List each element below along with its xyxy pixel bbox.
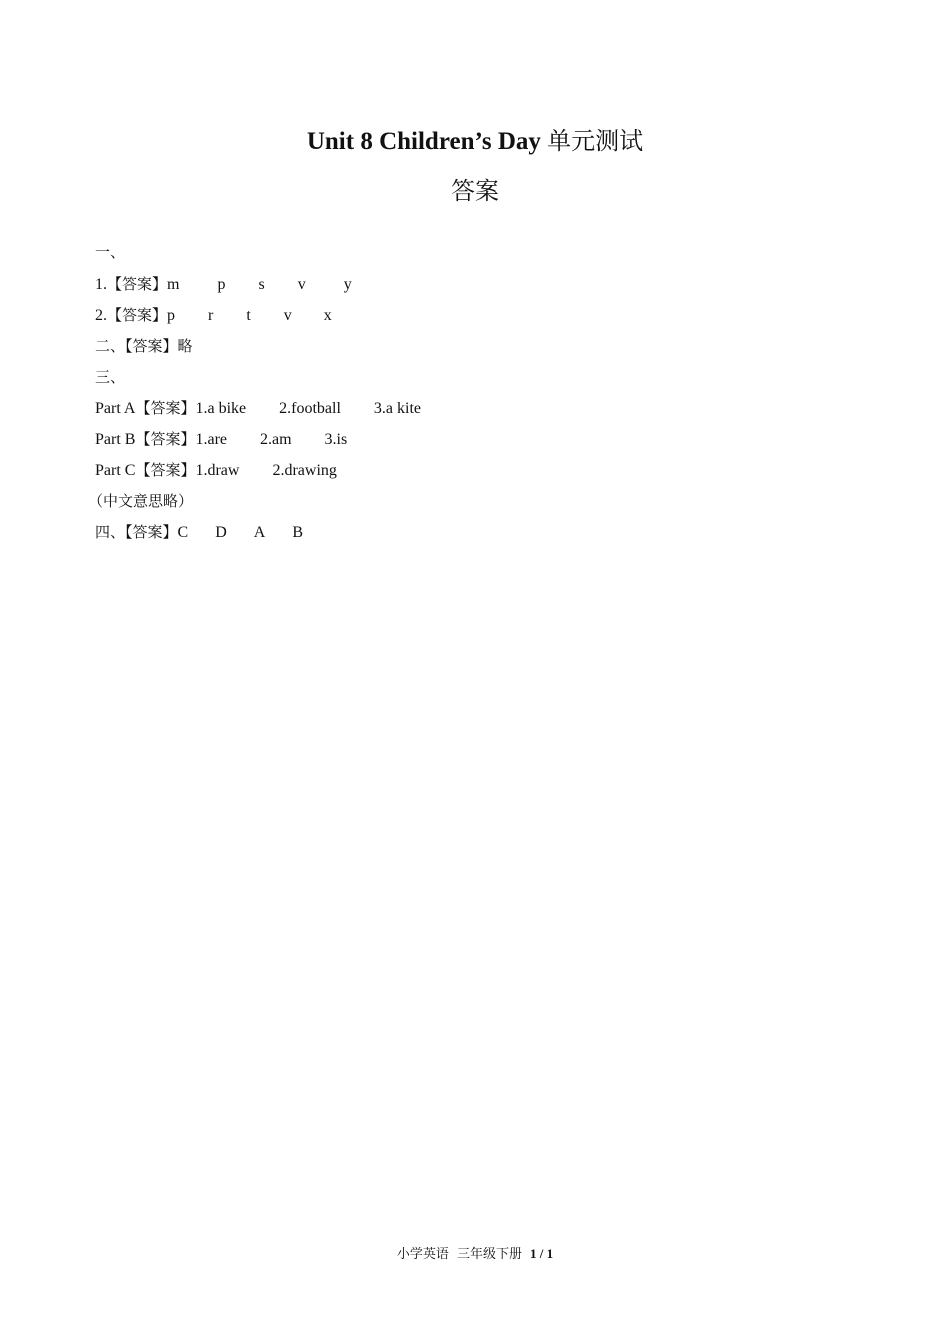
answer-item: v — [283, 307, 292, 324]
answer-item: m — [167, 276, 180, 293]
part-c-answers: Part C【答案】1.draw 2.drawing — [95, 461, 337, 479]
document-subtitle: 答案 — [451, 177, 499, 205]
part-c-note: （中文意思略） — [88, 492, 194, 510]
section-3-heading: 三、 — [95, 368, 126, 386]
answer-item: B — [292, 524, 303, 541]
footer-subject: 小学英语 — [396, 1247, 449, 1262]
section-1-question-2: 2.【答案】p r t v x — [95, 306, 332, 324]
title-cjk: 单元测试 — [547, 127, 644, 155]
title-latin: Unit 8 Children’s Day — [306, 128, 548, 155]
answer-item: r — [208, 307, 214, 324]
answer-item: D — [215, 524, 227, 541]
answer-item: 3.a kite — [373, 400, 421, 417]
answer-item: 3.is — [324, 431, 348, 448]
answer-item: 1.are — [195, 431, 227, 448]
answer-item: y — [343, 276, 352, 293]
part-a-answers: Part A【答案】1.a bike 2.football 3.a kite — [95, 399, 421, 417]
answer-item: t — [246, 307, 251, 324]
part-b-answers: Part B【答案】1.are 2.am 3.is — [95, 430, 348, 448]
answer-item: 1.draw — [195, 462, 240, 479]
answer-item: s — [258, 276, 265, 293]
answer-item: p — [217, 276, 226, 293]
answer-item: x — [323, 307, 332, 324]
section-1-heading: 一、 — [95, 243, 126, 261]
answer-item: 2.am — [260, 431, 292, 448]
answer-item: v — [297, 276, 306, 293]
section-2-answer: 二、【答案】略 — [95, 337, 193, 355]
section-4-answers: 四、【答案】C D A B — [95, 523, 303, 541]
page-footer — [0, 1245, 950, 1264]
answer-item: p — [167, 307, 176, 324]
answer-item: C — [177, 524, 189, 541]
answer-item: 1.a bike — [195, 400, 247, 417]
section-1-question-1: 1.【答案】m p s v y — [95, 275, 352, 293]
answer-item: 2.drawing — [272, 462, 337, 479]
answer-item: 2.football — [279, 400, 341, 417]
footer-grade: 三年级下册 — [456, 1247, 522, 1262]
document-title — [0, 124, 950, 159]
footer-page-number: 1 / 1 — [529, 1246, 554, 1261]
answer-item: A — [253, 524, 266, 541]
